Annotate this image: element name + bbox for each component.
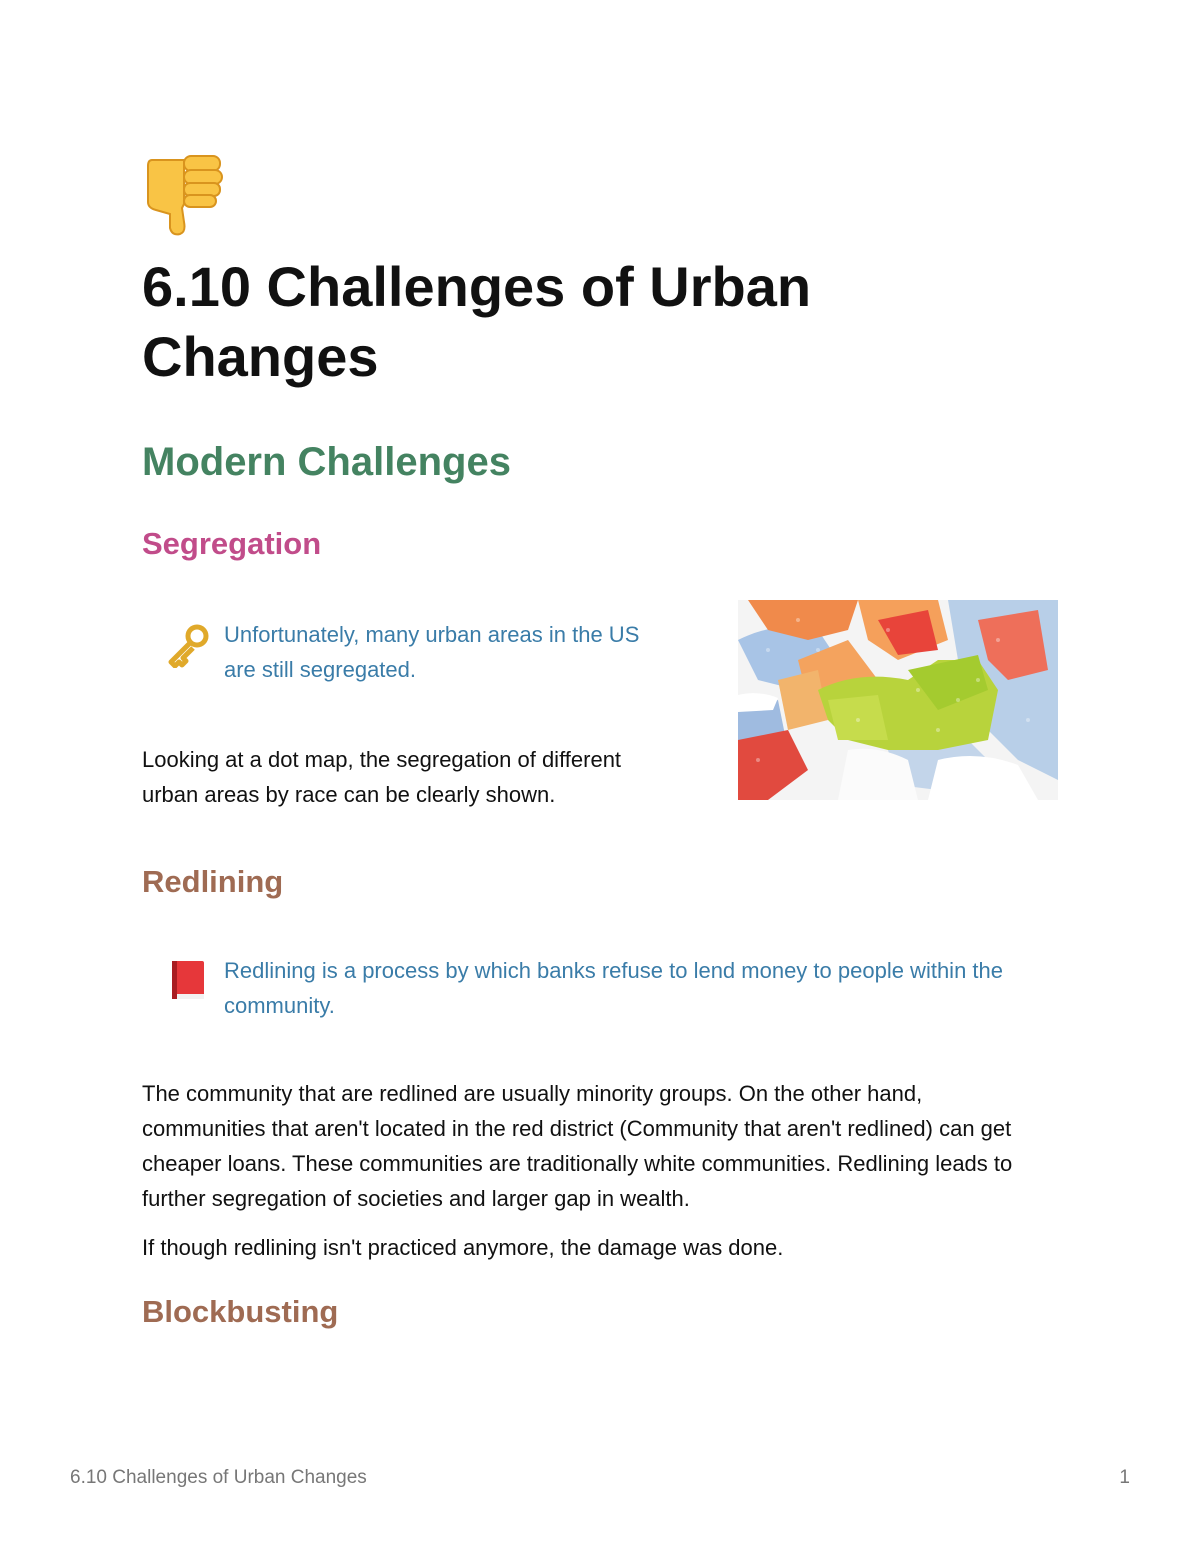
heading-redlining: Redlining (142, 864, 284, 899)
paragraph-dot-map: Looking at a dot map, the segregation of different urban areas by race can be clearly shown. (142, 747, 622, 807)
page-title: 6.10 Challenges of Urban Changes (142, 255, 812, 388)
heading-segregation: Segregation (142, 526, 322, 561)
footer-page-number: 1 (1119, 1467, 1130, 1488)
footer-title: 6.10 Challenges of Urban Changes (70, 1467, 367, 1488)
heading-modern-challenges: Modern Challenges (142, 440, 511, 484)
red-book-icon (166, 958, 210, 1002)
paragraph-redlining-effects: The community that are redlined are usually minority groups. On the other hand, communities that aren't located in the red district (Community that aren't redlined) can get cheaper loans. These communities are traditionally white communities. Redlining leads to further segregation of societies and larger gap in wealth. (142, 1081, 1013, 1211)
key-icon (165, 624, 209, 668)
paragraph-redlining-damage: If though redlining isn't practiced anymore, the damage was done. (142, 1235, 784, 1260)
thumbs-down-icon (142, 152, 226, 236)
callout-redlining: Redlining is a process by which banks refuse to lend money to people within the community. (224, 958, 1004, 1018)
racial-dot-map-image (738, 600, 1058, 800)
callout-segregation: Unfortunately, many urban areas in the US are still segregated. (224, 622, 640, 682)
heading-blockbusting: Blockbusting (142, 1294, 339, 1329)
